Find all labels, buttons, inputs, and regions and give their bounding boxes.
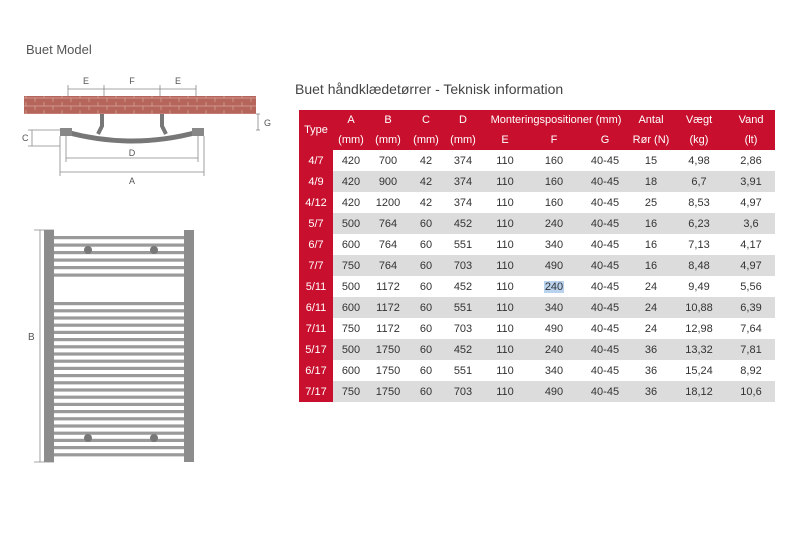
table-cell: 452 (445, 276, 481, 297)
table-cell: 60 (407, 255, 445, 276)
table-cell: 60 (407, 360, 445, 381)
header-vand: Vand (727, 110, 775, 130)
table-cell: 3,91 (727, 171, 775, 192)
label-d: D (128, 148, 136, 158)
table-cell: 1750 (369, 381, 407, 402)
front-view-diagram (20, 222, 210, 472)
table-cell: 36 (631, 381, 671, 402)
radiator-curve (66, 132, 198, 141)
table-cell: 750 (333, 255, 369, 276)
table-cell: 40-45 (579, 255, 631, 276)
header-vand-unit: (lt) (727, 130, 775, 150)
table-cell: 750 (333, 318, 369, 339)
towel-bar (54, 345, 184, 348)
header-vaegt: Vægt (671, 110, 727, 130)
type-cell: 4/9 (299, 171, 333, 192)
table-cell: 490 (529, 318, 579, 339)
table-cell: 8,48 (671, 255, 727, 276)
towel-bar (54, 266, 184, 269)
label-e-left: E (82, 76, 90, 86)
table-title: Buet håndklædetørrer - Teknisk information (295, 81, 564, 97)
table-cell: 4,97 (727, 192, 775, 213)
towel-bar (54, 274, 184, 277)
table-row (299, 318, 775, 339)
label-c: C (22, 133, 29, 143)
header-c-unit: (mm) (407, 130, 445, 150)
table-cell: 42 (407, 192, 445, 213)
header-g: G (579, 130, 631, 150)
table-cell: 110 (481, 339, 529, 360)
table-cell: 1172 (369, 297, 407, 318)
table-cell: 24 (631, 276, 671, 297)
type-cell: 5/17 (299, 339, 333, 360)
table-cell: 60 (407, 318, 445, 339)
table-cell: 160 (529, 150, 579, 171)
label-f: F (129, 76, 135, 86)
table-cell: 60 (407, 234, 445, 255)
table-cell: 9,49 (671, 276, 727, 297)
towel-bar (54, 453, 184, 456)
towel-bar (54, 309, 184, 312)
table-cell: 750 (333, 381, 369, 402)
towel-bar (54, 388, 184, 391)
top-view-diagram (20, 70, 280, 190)
table-cell: 110 (481, 234, 529, 255)
table-cell: 110 (481, 381, 529, 402)
table-cell: 36 (631, 339, 671, 360)
type-cell: 4/12 (299, 192, 333, 213)
towel-bar (54, 324, 184, 327)
table-cell: 12,98 (671, 318, 727, 339)
towel-bar (54, 446, 184, 449)
header-c: C (407, 110, 445, 130)
type-cell: 7/7 (299, 255, 333, 276)
table-cell: 60 (407, 339, 445, 360)
header-type: Type (299, 110, 333, 150)
table-cell: 703 (445, 318, 481, 339)
type-cell: 5/7 (299, 213, 333, 234)
header-b-unit: (mm) (369, 130, 407, 150)
bracket-icon (150, 434, 158, 442)
table-cell: 7,81 (727, 339, 775, 360)
table-cell: 500 (333, 339, 369, 360)
table-cell: 6,39 (727, 297, 775, 318)
bracket-icon (84, 434, 92, 442)
table-cell: 10,88 (671, 297, 727, 318)
table-cell: 8,92 (727, 360, 775, 381)
table-row (299, 171, 775, 192)
table-cell: 240 (529, 339, 579, 360)
towel-bar (54, 259, 184, 262)
header-d-unit: (mm) (445, 130, 481, 150)
table-cell: 551 (445, 234, 481, 255)
table-cell: 420 (333, 171, 369, 192)
table-cell: 110 (481, 213, 529, 234)
table-cell: 8,53 (671, 192, 727, 213)
table-cell: 110 (481, 192, 529, 213)
bracket-icon (150, 246, 158, 254)
table-cell: 240 (529, 213, 579, 234)
towel-bar (54, 360, 184, 363)
table-cell: 110 (481, 276, 529, 297)
table-cell: 6,7 (671, 171, 727, 192)
table-row (299, 150, 775, 171)
table-cell: 160 (529, 192, 579, 213)
table-cell: 15,24 (671, 360, 727, 381)
table-cell: 374 (445, 192, 481, 213)
table-cell: 60 (407, 276, 445, 297)
table-cell: 600 (333, 297, 369, 318)
towel-bar (54, 244, 184, 247)
bracket-icon (84, 246, 92, 254)
towel-bar (54, 439, 184, 442)
towel-bar (54, 331, 184, 334)
towel-bar (54, 338, 184, 341)
table-cell: 374 (445, 171, 481, 192)
table-row (299, 234, 775, 255)
table-cell: 110 (481, 360, 529, 381)
highlighted-value: 240 (544, 280, 564, 293)
table-cell: 1750 (369, 339, 407, 360)
table-cell: 764 (369, 213, 407, 234)
header-a-unit: (mm) (333, 130, 369, 150)
header-mounting: Monteringspositioner (mm) (481, 110, 631, 130)
table-cell: 110 (481, 297, 529, 318)
towel-bars (54, 236, 184, 456)
table-cell: 16 (631, 234, 671, 255)
table-cell: 24 (631, 297, 671, 318)
header-e: E (481, 130, 529, 150)
table-row (299, 297, 775, 318)
table-cell: 2,86 (727, 150, 775, 171)
towel-bar (54, 424, 184, 427)
spec-table (299, 110, 775, 402)
table-cell: 551 (445, 360, 481, 381)
table-cell: 7,64 (727, 318, 775, 339)
table-cell: 40-45 (579, 276, 631, 297)
label-a: A (128, 176, 136, 186)
table-row (299, 360, 775, 381)
towel-bar (54, 316, 184, 319)
table-cell: 500 (333, 276, 369, 297)
label-e-right: E (174, 76, 182, 86)
towel-bar (54, 403, 184, 406)
table-cell: 60 (407, 297, 445, 318)
table-row (299, 381, 775, 402)
table-cell: 3,6 (727, 213, 775, 234)
towel-bar (54, 374, 184, 377)
table-cell: 40-45 (579, 213, 631, 234)
header-vaegt-unit: (kg) (671, 130, 727, 150)
table-cell: 40-45 (579, 192, 631, 213)
table-cell: 15 (631, 150, 671, 171)
table-cell: 764 (369, 255, 407, 276)
table-cell: 36 (631, 360, 671, 381)
towel-bar (54, 302, 184, 305)
table-cell: 500 (333, 213, 369, 234)
table-cell: 42 (407, 150, 445, 171)
table-row (299, 192, 775, 213)
table-row (299, 276, 775, 297)
towel-bar (54, 417, 184, 420)
table-row (299, 255, 775, 276)
table-cell: 5,56 (727, 276, 775, 297)
table-cell: 40-45 (579, 171, 631, 192)
type-cell: 6/7 (299, 234, 333, 255)
table-cell: 42 (407, 171, 445, 192)
table-cell: 374 (445, 150, 481, 171)
table-cell: 4,98 (671, 150, 727, 171)
table-cell: 13,32 (671, 339, 727, 360)
table-cell: 703 (445, 381, 481, 402)
table-cell: 160 (529, 171, 579, 192)
wall (24, 96, 256, 114)
table-cell: 40-45 (579, 360, 631, 381)
table-cell: 40-45 (579, 381, 631, 402)
table-cell: 420 (333, 150, 369, 171)
table-cell: 40-45 (579, 318, 631, 339)
table-cell: 16 (631, 213, 671, 234)
table-cell: 10,6 (727, 381, 775, 402)
table-cell: 1172 (369, 276, 407, 297)
type-cell: 6/17 (299, 360, 333, 381)
table-row (299, 213, 775, 234)
header-d: D (445, 110, 481, 130)
table-cell: 600 (333, 234, 369, 255)
table-cell: 551 (445, 297, 481, 318)
table-cell: 4,17 (727, 234, 775, 255)
table-cell: 16 (631, 255, 671, 276)
table-cell: 40-45 (579, 234, 631, 255)
header-f: F (529, 130, 579, 150)
table-cell: 1750 (369, 360, 407, 381)
header-antal: Antal (631, 110, 671, 130)
table-cell: 703 (445, 255, 481, 276)
left-rail (44, 230, 54, 462)
right-rail (184, 230, 194, 462)
table-cell: 490 (529, 381, 579, 402)
type-cell: 7/11 (299, 318, 333, 339)
table-cell: 4,97 (727, 255, 775, 276)
table-cell: 340 (529, 297, 579, 318)
table-cell: 60 (407, 213, 445, 234)
table-cell: 110 (481, 171, 529, 192)
towel-bar (54, 432, 184, 435)
model-title: Buet Model (26, 42, 92, 57)
type-cell: 6/11 (299, 297, 333, 318)
table-cell: 24 (631, 318, 671, 339)
table-cell: 764 (369, 234, 407, 255)
table-cell: 600 (333, 360, 369, 381)
table-cell: 6,23 (671, 213, 727, 234)
table-cell: 900 (369, 171, 407, 192)
towel-bar (54, 352, 184, 355)
towel-bar (54, 236, 184, 239)
type-cell: 4/7 (299, 150, 333, 171)
table-cell: 490 (529, 255, 579, 276)
table-cell: 452 (445, 339, 481, 360)
type-cell: 5/11 (299, 276, 333, 297)
towel-bar (54, 396, 184, 399)
table-cell: 700 (369, 150, 407, 171)
table-cell: 110 (481, 150, 529, 171)
table-cell: 452 (445, 213, 481, 234)
header-antal-unit: Rør (N) (631, 130, 671, 150)
type-cell: 7/17 (299, 381, 333, 402)
table-cell: 340 (529, 360, 579, 381)
towel-bar (54, 410, 184, 413)
table-cell: 110 (481, 255, 529, 276)
header-b: B (369, 110, 407, 130)
table-cell: 40-45 (579, 339, 631, 360)
table-row (299, 339, 775, 360)
table-cell: 40-45 (579, 297, 631, 318)
towel-bar (54, 367, 184, 370)
table-cell: 18 (631, 171, 671, 192)
label-g: G (264, 118, 272, 128)
towel-bar (54, 251, 184, 254)
table-cell: 110 (481, 318, 529, 339)
table-cell (529, 276, 579, 297)
table-cell: 1200 (369, 192, 407, 213)
table-cell: 60 (407, 381, 445, 402)
table-cell: 25 (631, 192, 671, 213)
table-cell: 1172 (369, 318, 407, 339)
table-cell: 420 (333, 192, 369, 213)
table-cell: 340 (529, 234, 579, 255)
header-a: A (333, 110, 369, 130)
label-b: B (28, 332, 35, 343)
table-cell: 18,12 (671, 381, 727, 402)
table-cell: 40-45 (579, 150, 631, 171)
towel-bar (54, 381, 184, 384)
table-cell: 7,13 (671, 234, 727, 255)
spec-table-body (299, 150, 775, 402)
